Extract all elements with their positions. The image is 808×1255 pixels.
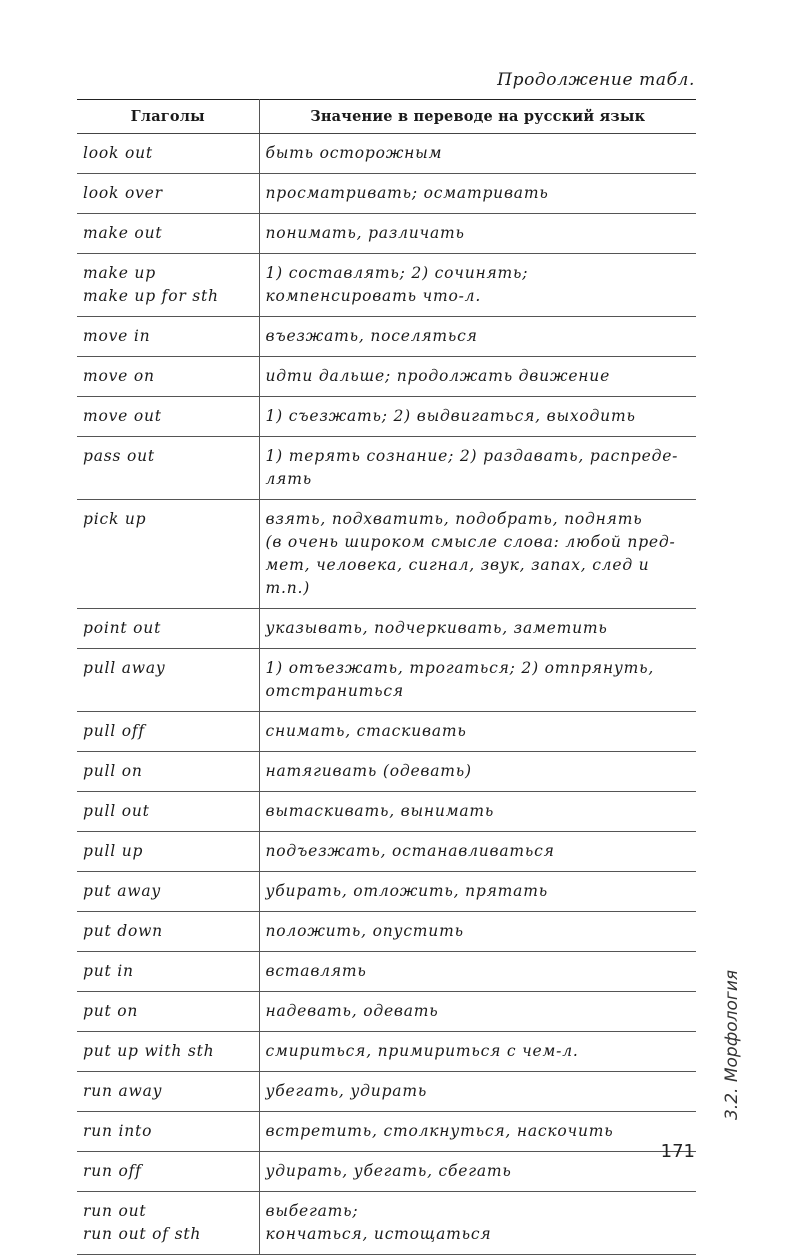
meaning-cell-line: въезжать, поселяться [265, 327, 478, 345]
verb-cell-line: pull out [83, 802, 150, 820]
meaning-cell-line: снимать, стаскивать [265, 722, 467, 740]
verb-cell [77, 214, 259, 254]
meaning-cell-line: вставлять [265, 962, 367, 980]
verb-cell [77, 792, 259, 832]
verb-cell [77, 1072, 259, 1112]
verb-cell-line: pass out [83, 447, 155, 465]
section-side-label: 3.2. Морфология [722, 969, 742, 1120]
meaning-cell-line: положить, опустить [265, 922, 464, 940]
meaning-cell [259, 437, 696, 500]
meaning-cell-line: вытаскивать, вынимать [265, 802, 495, 820]
meaning-cell-line: кончаться, истощаться [265, 1225, 492, 1243]
verb-cell [77, 1192, 259, 1255]
meaning-cell [259, 1192, 696, 1255]
table-row [77, 992, 696, 1032]
verb-cell [77, 952, 259, 992]
verb-cell [77, 357, 259, 397]
meaning-cell-line: 1) отъезжать, трогаться; 2) отпрянуть, [265, 659, 655, 677]
table-continuation-caption: Продолжение табл. [497, 70, 695, 90]
verb-cell-line: look out [83, 144, 153, 162]
table-header-row [77, 100, 696, 134]
meaning-cell [259, 1032, 696, 1072]
table-row [77, 1192, 696, 1255]
meaning-cell [259, 992, 696, 1032]
meaning-cell-line: понимать, различать [265, 224, 465, 242]
meaning-cell [259, 500, 696, 609]
verb-cell-line: pick up [83, 510, 147, 528]
table-row [77, 317, 696, 357]
verb-cell-line: put up with sth [83, 1042, 215, 1060]
meaning-cell [259, 609, 696, 649]
verb-cell [77, 712, 259, 752]
table-row [77, 649, 696, 712]
meaning-cell-line: 1) съезжать; 2) выдвигаться, выходить [265, 407, 636, 425]
verb-cell [77, 134, 259, 174]
meaning-cell [259, 134, 696, 174]
verb-cell-line: move out [83, 407, 162, 425]
meaning-cell [259, 1072, 696, 1112]
verb-cell-line: point out [83, 619, 162, 637]
meaning-cell [259, 317, 696, 357]
meaning-cell-line: (в очень широком смысле слова: любой пред- [265, 533, 676, 551]
meaning-cell-line: натягивать (одевать) [265, 762, 472, 780]
column-header-meaning: Значение в переводе на русский язык [259, 100, 696, 134]
verb-cell-line: put away [83, 882, 161, 900]
verb-cell [77, 992, 259, 1032]
meaning-cell [259, 254, 696, 317]
verb-cell-line: run off [83, 1162, 142, 1180]
table-row [77, 254, 696, 317]
verb-cell [77, 1032, 259, 1072]
meaning-cell-line: просматривать; осматривать [265, 184, 549, 202]
table-row [77, 832, 696, 872]
table-row [77, 214, 696, 254]
meaning-cell [259, 649, 696, 712]
meaning-cell [259, 174, 696, 214]
verb-cell-line: run out [83, 1202, 147, 1220]
meaning-cell [259, 712, 696, 752]
meaning-cell-line: удирать, убегать, сбегать [265, 1162, 512, 1180]
meaning-cell-line: подъезжать, останавливаться [265, 842, 555, 860]
meaning-cell-line: 1) терять сознание; 2) раздавать, распреде- [265, 447, 679, 465]
verb-cell-line: pull off [83, 722, 145, 740]
table-row [77, 752, 696, 792]
table-row [77, 174, 696, 214]
verb-cell [77, 649, 259, 712]
meaning-cell-line: лять [265, 470, 312, 488]
verb-cell-line: make out [83, 224, 163, 242]
table-row [77, 437, 696, 500]
verb-cell-line: pull up [83, 842, 144, 860]
verb-cell-line: make up [83, 264, 156, 282]
verb-cell-line: put down [83, 922, 163, 940]
table-row [77, 912, 696, 952]
page-number: 171 [660, 1141, 695, 1162]
verb-cell-line: move on [83, 367, 155, 385]
table-row [77, 712, 696, 752]
verb-cell [77, 832, 259, 872]
table-row [77, 952, 696, 992]
meaning-cell-line: убегать, удирать [265, 1082, 428, 1100]
verb-cell [77, 912, 259, 952]
table-row [77, 1112, 696, 1152]
verb-cell [77, 317, 259, 357]
meaning-cell [259, 1152, 696, 1192]
table-row [77, 872, 696, 912]
table-row [77, 1072, 696, 1112]
meaning-cell-line: надевать, одевать [265, 1002, 439, 1020]
meaning-cell [259, 214, 696, 254]
table-row [77, 134, 696, 174]
meaning-cell-line: отстраниться [265, 682, 404, 700]
verb-cell-line: run out of sth [83, 1225, 202, 1243]
table-row [77, 397, 696, 437]
meaning-cell [259, 872, 696, 912]
meaning-cell-line: встретить, столкнуться, наскочить [265, 1122, 614, 1140]
verb-cell [77, 397, 259, 437]
verb-cell [77, 174, 259, 214]
meaning-cell-line: смириться, примириться с чем-л. [265, 1042, 579, 1060]
verb-cell [77, 1152, 259, 1192]
verb-cell [77, 500, 259, 609]
table-row [77, 609, 696, 649]
verb-cell [77, 254, 259, 317]
table-row [77, 792, 696, 832]
meaning-cell-line: выбегать; [265, 1202, 359, 1220]
meaning-cell [259, 752, 696, 792]
verb-cell-line: pull away [83, 659, 166, 677]
table-row [77, 1152, 696, 1192]
meaning-cell [259, 832, 696, 872]
meaning-cell-line: 1) составлять; 2) сочинять; [265, 264, 529, 282]
meaning-cell [259, 357, 696, 397]
meaning-cell [259, 912, 696, 952]
meaning-cell-line: взять, подхватить, подобрать, поднять [265, 510, 643, 528]
meaning-cell [259, 397, 696, 437]
meaning-cell [259, 1112, 696, 1152]
verb-cell-line: make up for sth [83, 287, 219, 305]
meaning-cell-line: идти дальше; продолжать движение [265, 367, 611, 385]
table-row [77, 500, 696, 609]
verb-cell [77, 1112, 259, 1152]
verb-cell-line: run away [83, 1082, 163, 1100]
meaning-cell-line: убирать, отложить, прятать [265, 882, 548, 900]
meaning-cell-line: указывать, подчеркивать, заметить [265, 619, 608, 637]
column-header-verbs: Глаголы [77, 100, 259, 134]
verb-cell-line: move in [83, 327, 151, 345]
verb-cell [77, 437, 259, 500]
verb-cell [77, 609, 259, 649]
verb-cell [77, 872, 259, 912]
meaning-cell-line: мет, человека, сигнал, звук, запах, след и т.п.) [265, 556, 650, 597]
verb-cell-line: put on [83, 1002, 139, 1020]
meaning-cell-line: быть осторожным [265, 144, 443, 162]
meaning-cell [259, 792, 696, 832]
table-row [77, 1032, 696, 1072]
phrasal-verbs-table [77, 99, 696, 1255]
meaning-cell [259, 952, 696, 992]
verb-cell [77, 752, 259, 792]
verb-cell-line: pull on [83, 762, 143, 780]
verb-cell-line: run into [83, 1122, 153, 1140]
table-row [77, 357, 696, 397]
meaning-cell-line: компенсировать что-л. [265, 287, 482, 305]
verb-cell-line: put in [83, 962, 134, 980]
verb-cell-line: look over [83, 184, 163, 202]
